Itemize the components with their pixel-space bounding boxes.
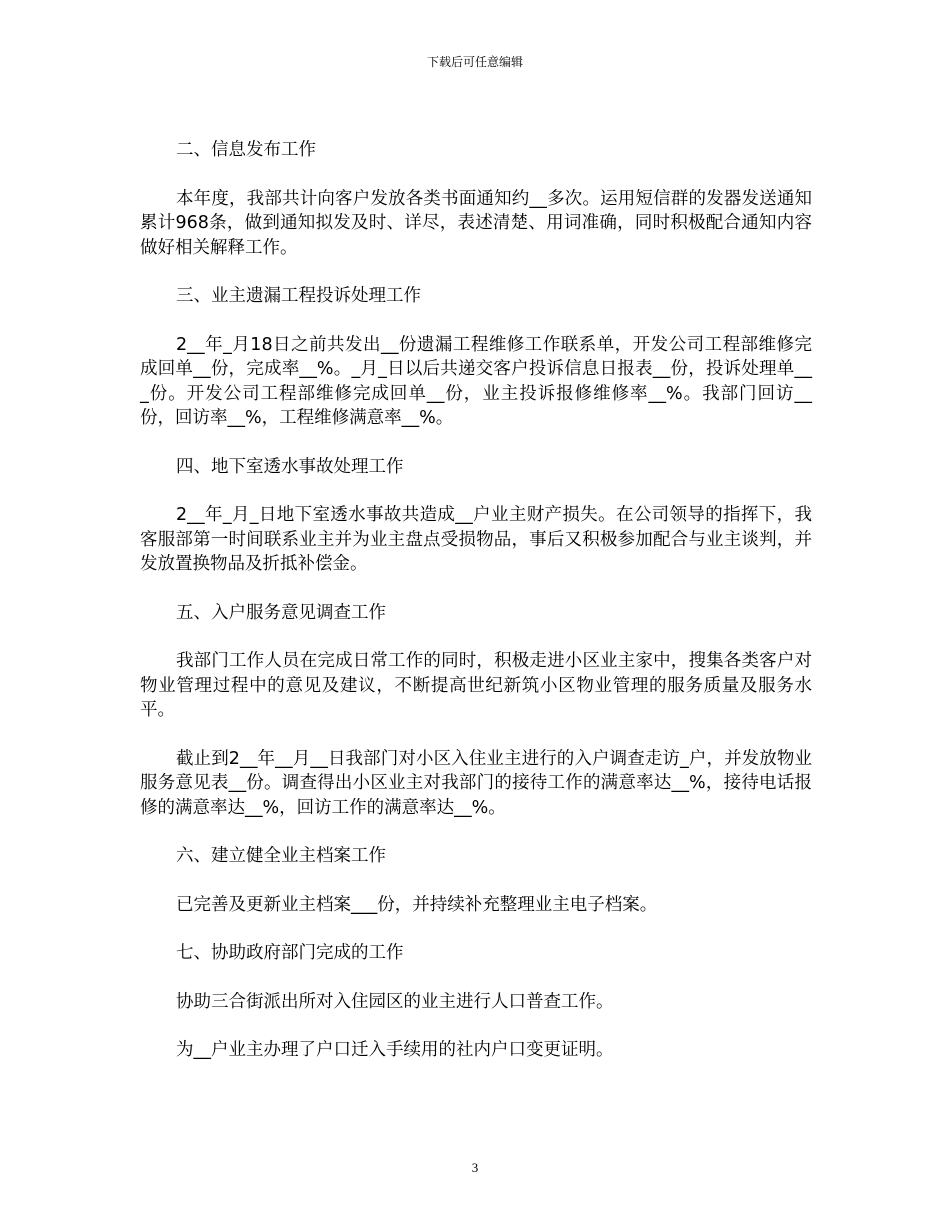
body-paragraph: 我部门工作人员在完成日常工作的同时，积极走进小区业主家中，搜集各类客户对物业管理过程中的意见及建议，不断提高世纪新筑小区物业管理的服务质量及服务水平。 xyxy=(140,651,812,720)
section-heading: 二、信息发布工作 xyxy=(176,140,316,160)
section-heading: 七、协助政府部门完成的工作 xyxy=(176,943,404,963)
page-header: 下载后可任意编辑 xyxy=(426,55,523,69)
body-paragraph: 已完善及更新业主档案___份，并持续补充整理业主电子档案。 xyxy=(176,894,658,915)
section-heading: 四、地下室透水事故处理工作 xyxy=(176,456,404,477)
body-paragraph: 协助三合街派出所对入住园区的业主进行人口普查工作。 xyxy=(176,991,614,1012)
body-paragraph: 2__年_月_日地下室透水事故共造成__户业主财产损失。在公司领导的指挥下，我客服部第一时间联系业主并为业主盘点受损物品，事后又积极参加配合与业主谈判，并发放置换物品及折抵补偿金。 xyxy=(140,505,812,574)
document-body xyxy=(140,138,812,1087)
section-basement-flooding xyxy=(140,455,812,577)
section-government-assistance xyxy=(140,941,812,1063)
page-number: 3 xyxy=(471,1160,479,1175)
section-engineering-complaints xyxy=(140,284,812,431)
body-paragraph: 截止到2__年__月__日我部门对小区入住业主进行的入户调查走访_户，并发放物业服务意见表__份。调查得出小区业主对我部门的接待工作的满意率达__%，接待电话报修的满意率达__%，回访工作的满意率达__%。 xyxy=(140,748,812,818)
body-paragraph: 2__年_月18日之前共发出__份遗漏工程维修工作联系单，开发公司工程部维修完成回单__份，完成率__%。_月_日以后共递交客户投诉信息日报表__份，投诉处理单___份。开发公司工程部维修完成回单__份，业主投诉报修维修率__%。我部门回访__份，回访率__%，工程维修满意率__%。 xyxy=(140,334,812,428)
body-paragraph: 为__户业主办理了户口迁入手续用的社内户口变更证明。 xyxy=(176,1040,614,1060)
section-heading: 三、业主遗漏工程投诉处理工作 xyxy=(176,286,421,306)
section-info-release xyxy=(140,138,812,260)
section-household-survey xyxy=(140,601,812,821)
section-heading: 五、入户服务意见调查工作 xyxy=(176,602,386,623)
section-owner-archives xyxy=(140,844,812,917)
body-paragraph: 本年度，我部共计向客户发放各类书面通知约__多次。运用短信群的发器发送通知累计968条，做到通知拟发及时、详尽，表述清楚、用词准确，同时积极配合通知内容做好相关解释工作。 xyxy=(140,188,812,258)
section-heading: 六、建立健全业主档案工作 xyxy=(176,846,386,866)
